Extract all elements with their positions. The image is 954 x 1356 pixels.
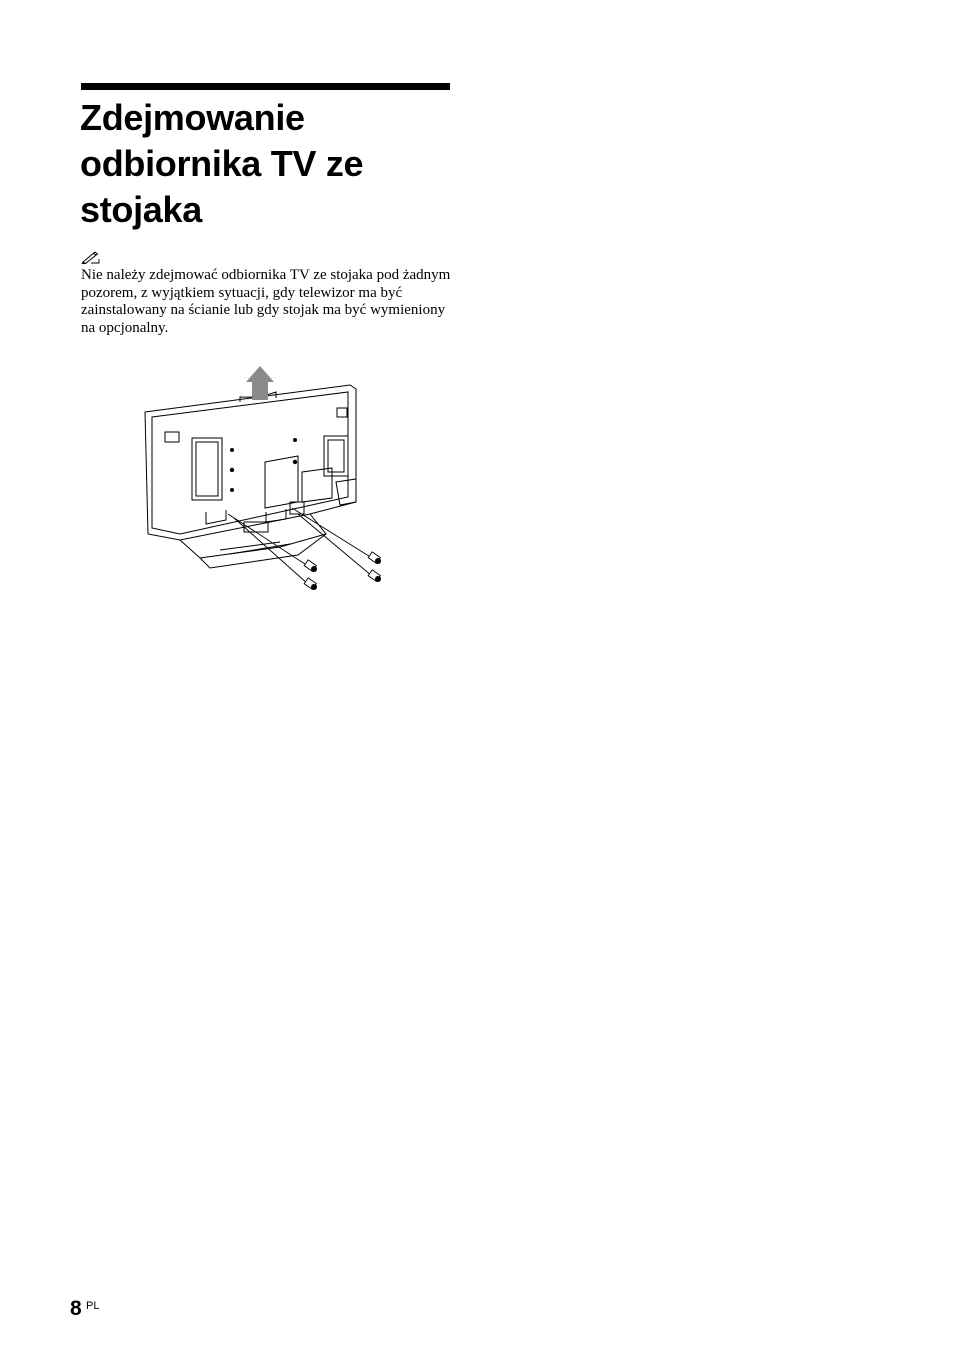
page-title: Zdejmowanie odbiornika TV ze stojaka — [80, 97, 364, 230]
page-language-code: PL — [86, 1300, 100, 1312]
page-number: 8 — [70, 1297, 82, 1320]
tv-stand-removal-illustration — [140, 362, 390, 597]
note-text: Nie należy zdejmować odbiornika TV ze stojaka pod żadnym pozorem, z wyjątkiem sytuacji, gdy telewizor ma być zainstalowany na ścianie lub gdy stojak ma być wymieniony na opcjonalny. — [81, 267, 451, 336]
pencil-note-icon — [81, 250, 101, 264]
title-rule — [81, 83, 450, 90]
